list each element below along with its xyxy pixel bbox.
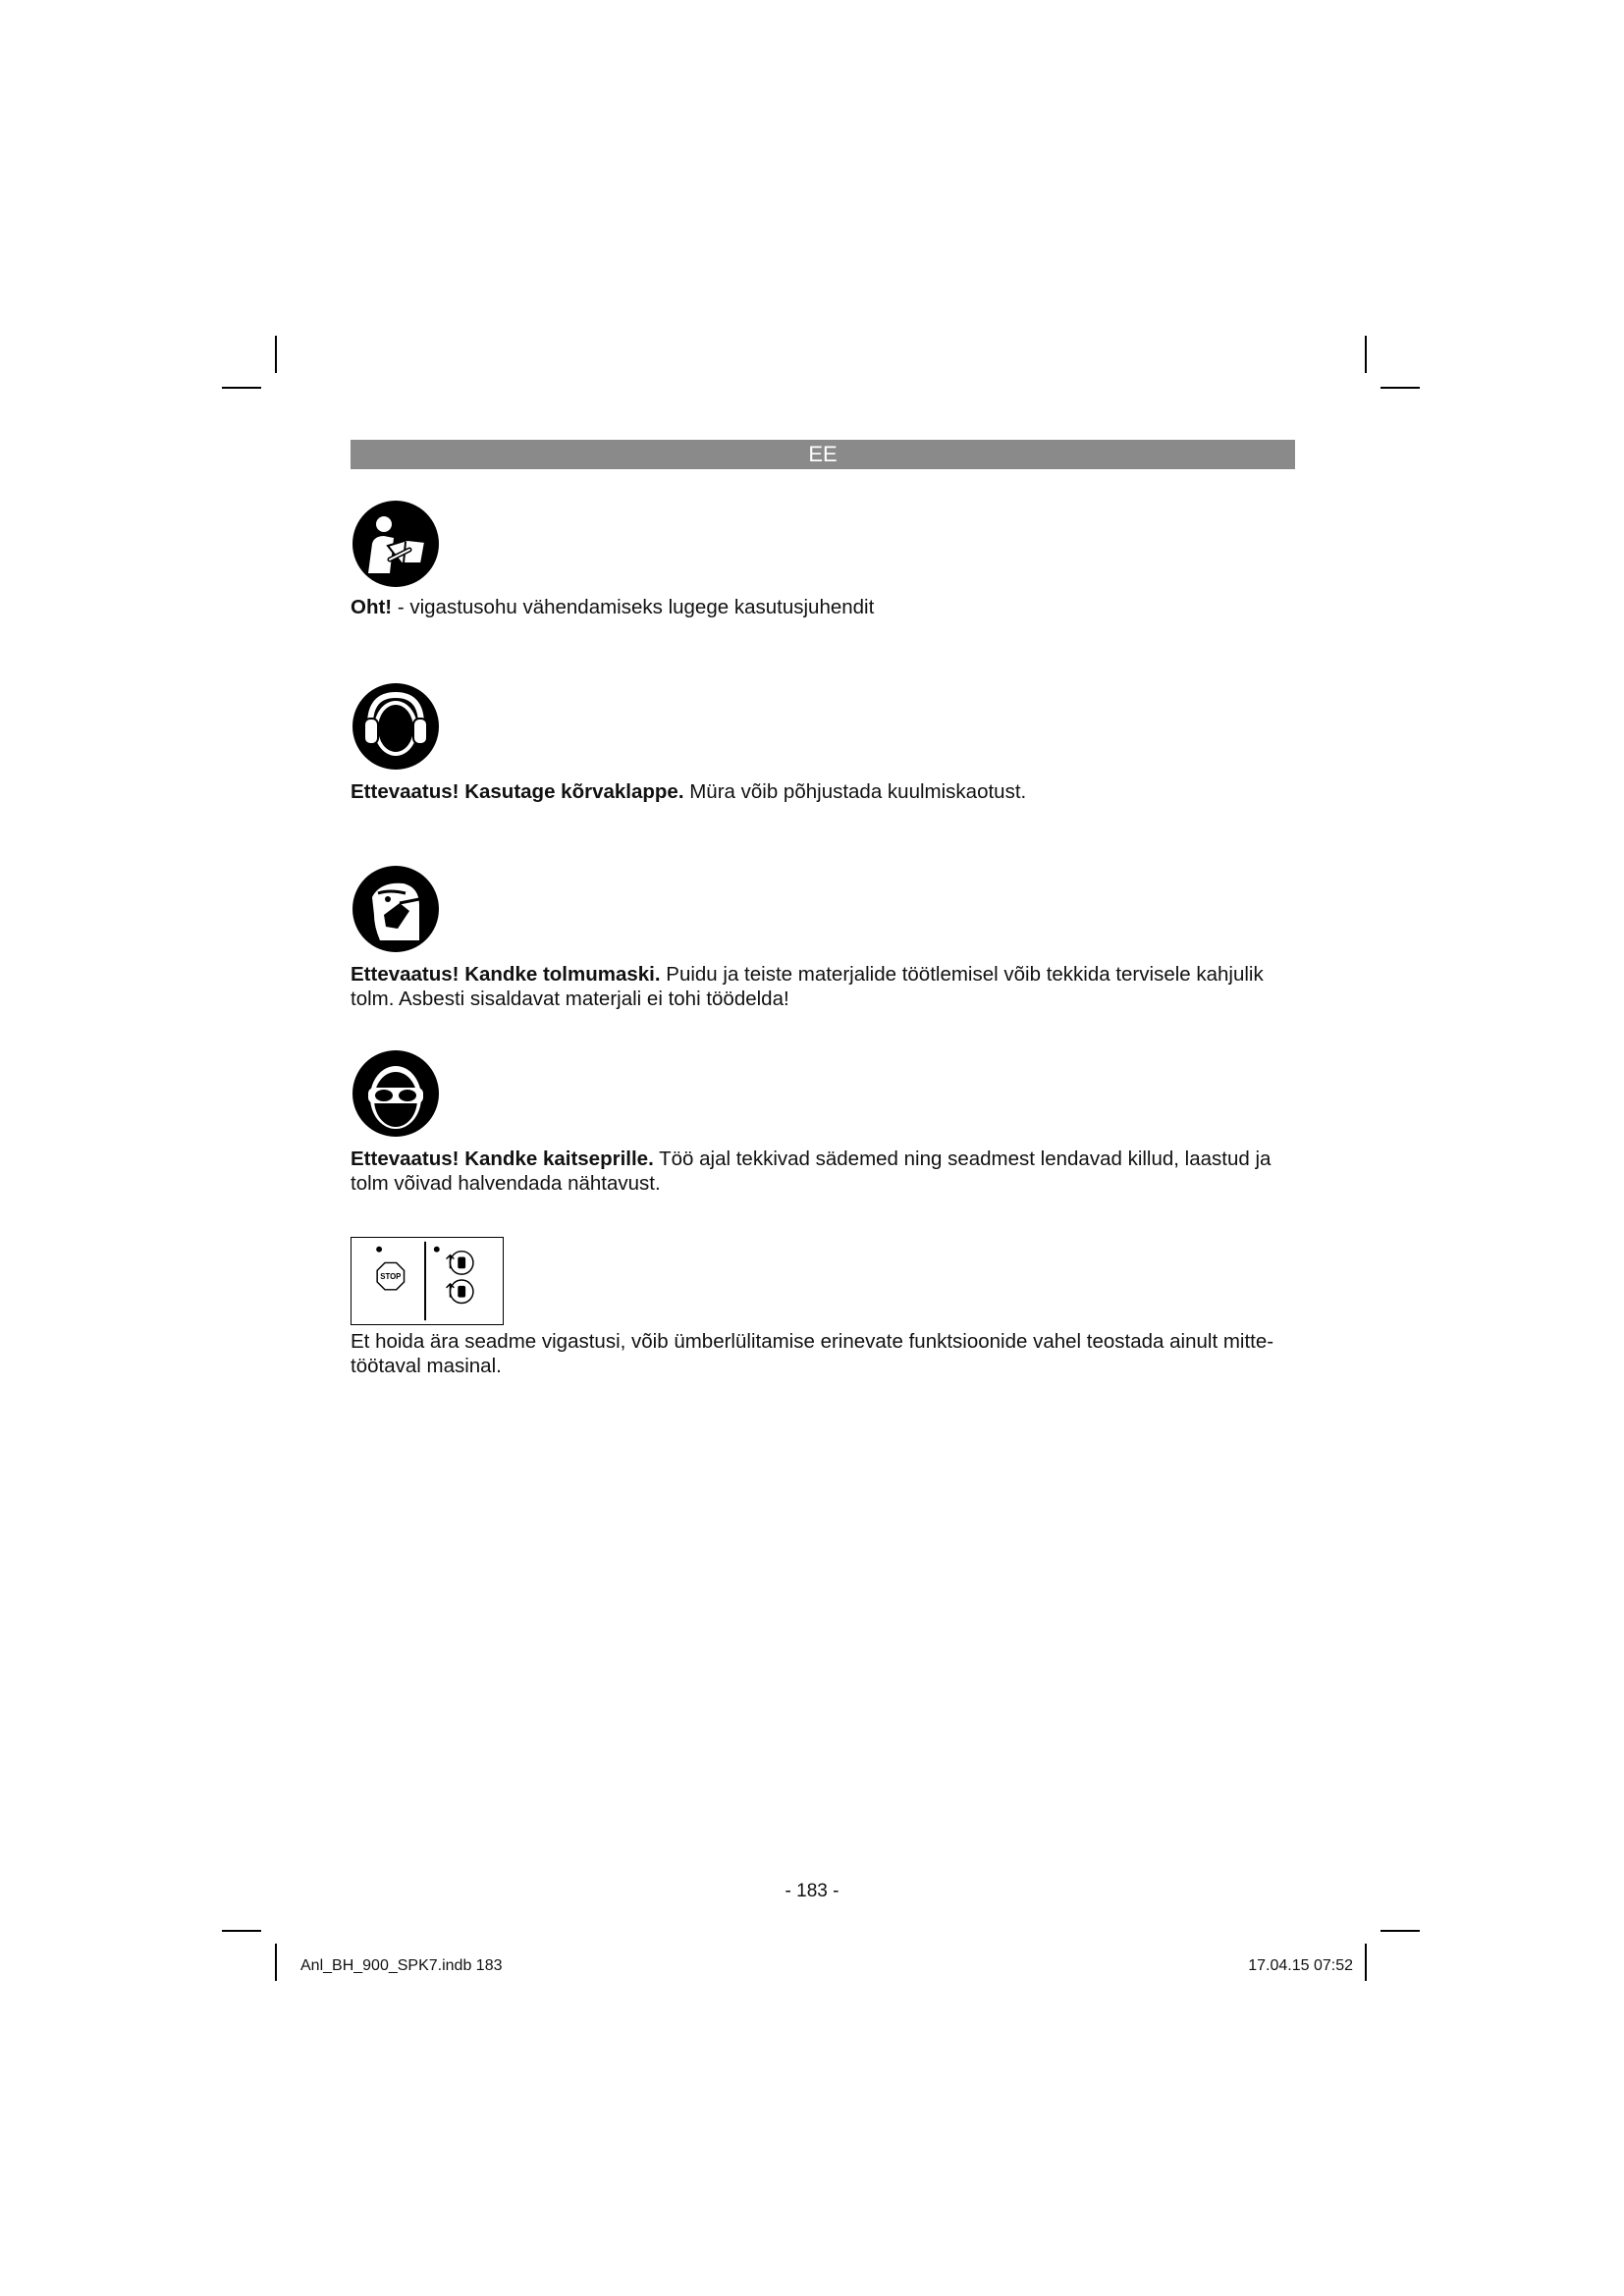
crop-mark [1365, 1944, 1367, 1981]
stop-label: STOP [380, 1272, 402, 1282]
crop-mark [275, 1944, 277, 1981]
switch-mode-note: Et hoida ära seadme vigastusi, võib ümberlülitamise erinevate funktsioonide vahel teostada ainult mitte-töötaval masinal. [351, 1330, 1274, 1377]
language-header-bar [351, 440, 1295, 469]
crop-mark [275, 336, 277, 373]
language-code: EE [808, 442, 838, 466]
warning-read-manual: Oht! - vigastusohu vähendamiseks lugege kasutusjuhendit [351, 596, 875, 618]
switch-mode-diagram-icon [351, 1237, 504, 1325]
file-slug: Anl_BH_900_SPK7.indb 183 [300, 1957, 503, 1974]
crop-mark [1380, 387, 1420, 389]
eye-protection-icon [351, 1048, 441, 1139]
crop-mark [222, 387, 261, 389]
crop-mark [1380, 1930, 1420, 1932]
crop-mark [222, 1930, 261, 1932]
warning-ear-protection: Ettevaatus! Kasutage kõrvaklappe. Müra võib põhjustada kuulmiskaotust. [351, 780, 1027, 803]
ear-protection-icon [351, 681, 441, 772]
page-number: - 183 - [785, 1881, 839, 1901]
crop-mark [1365, 336, 1367, 373]
dust-mask-icon [351, 864, 441, 954]
warning-dust-mask: Ettevaatus! Kandke tolmumaski. Puidu ja teiste materjalide töötlemisel võib tekkida tervisele kahjulik tolm. Asbesti sisaldavat materjali ei tohi töödelda! [351, 963, 1264, 1010]
read-manual-icon [351, 499, 441, 589]
warning-eye-protection: Ettevaatus! Kandke kaitseprille. Töö ajal tekkivad sädemed ning seadmest lendavad killud, laastud ja tolm võivad halvendada nähtavust. [351, 1148, 1272, 1195]
print-timestamp: 17.04.15 07:52 [1248, 1957, 1353, 1974]
